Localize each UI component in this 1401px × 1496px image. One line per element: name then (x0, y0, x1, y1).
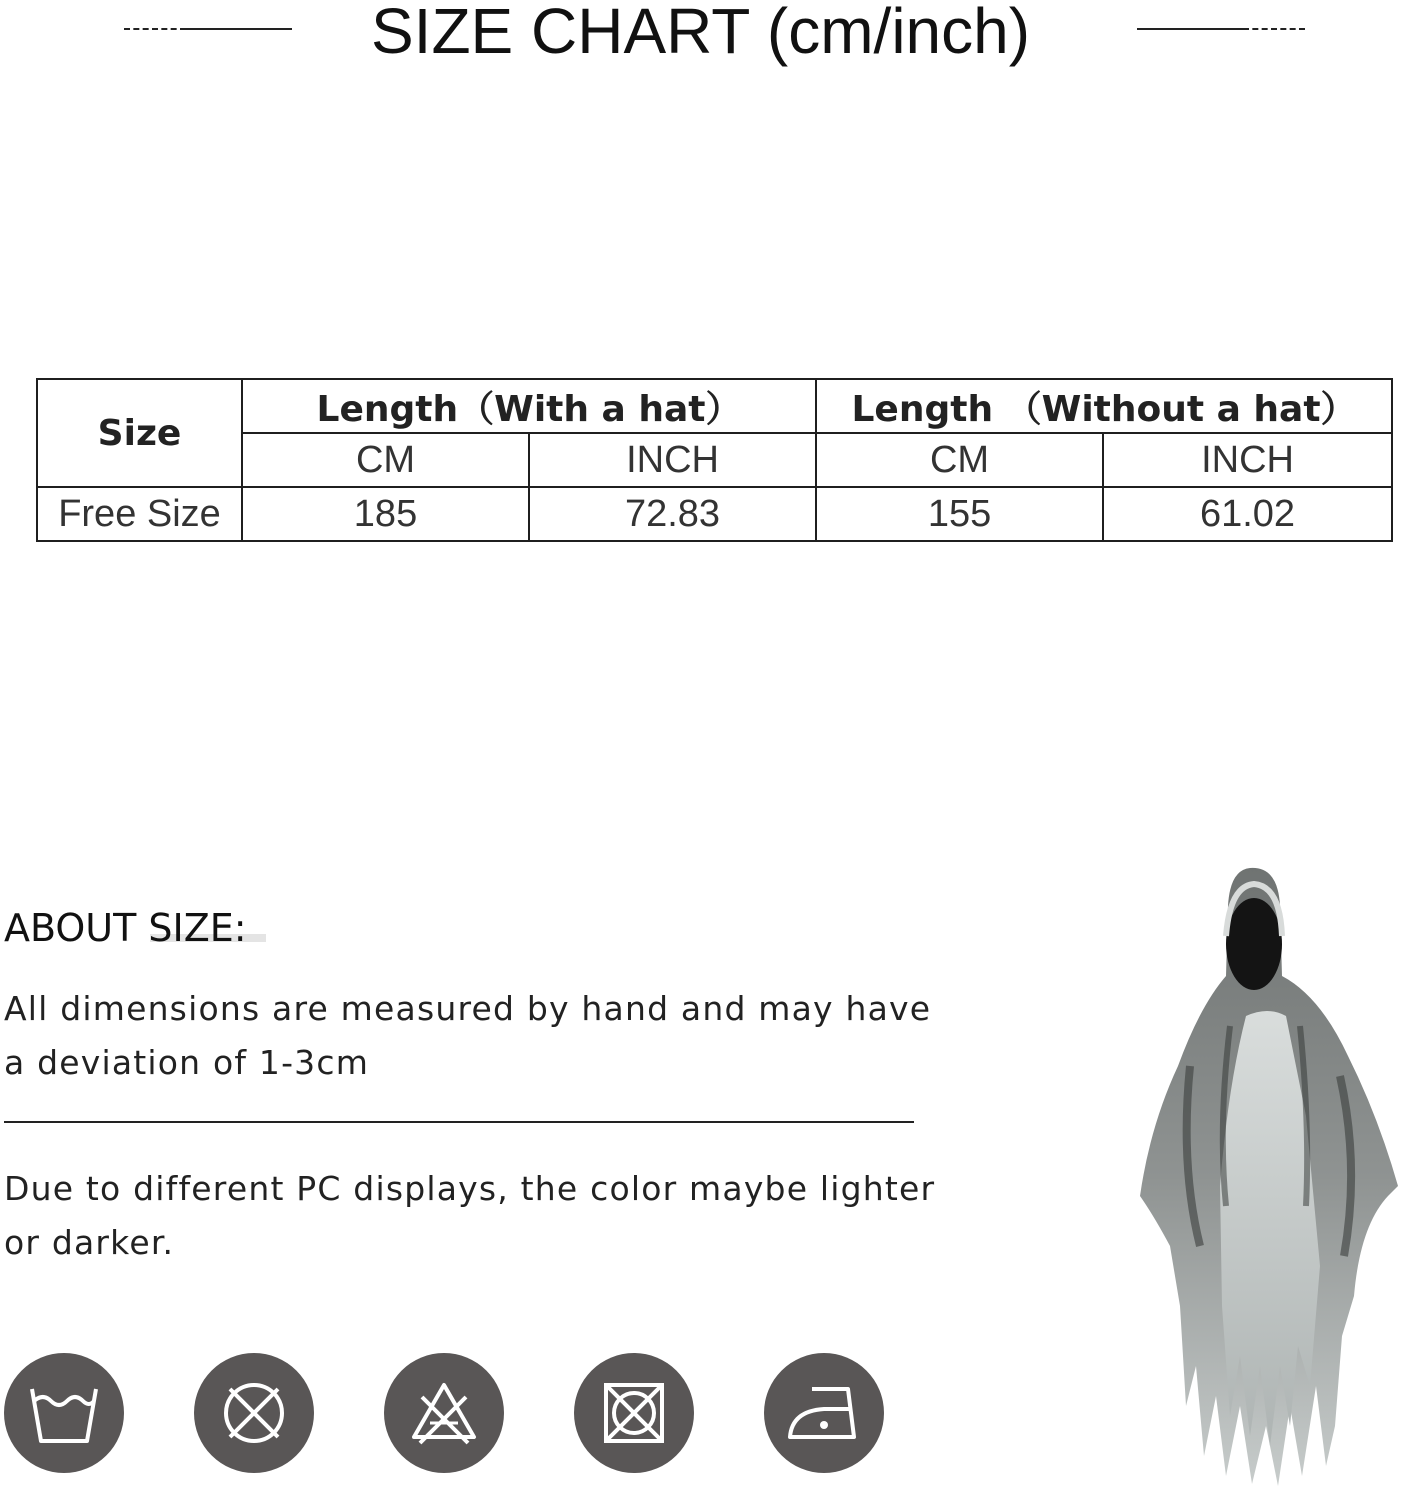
do-not-bleach-icon (384, 1353, 504, 1473)
unit-cm-header: CM (816, 433, 1103, 487)
with-hat-cm-cell: 185 (242, 487, 529, 541)
with-hat-group-header: Length（With a hat） (242, 379, 816, 433)
divider (4, 1121, 914, 1123)
without-hat-inch-cell: 61.02 (1103, 487, 1392, 541)
table-header-row (37, 379, 1392, 433)
do-not-tumble-dry-icon (194, 1353, 314, 1473)
with-hat-inch-cell: 72.83 (529, 487, 816, 541)
unit-inch-header: INCH (1103, 433, 1392, 487)
color-note: Due to different PC displays, the color maybe lighter or darker. (4, 1169, 936, 1262)
without-hat-cm-cell: 155 (816, 487, 1103, 541)
size-chart-table (36, 378, 1393, 542)
unit-inch-header: INCH (529, 433, 816, 487)
unit-cm-header: CM (242, 433, 529, 487)
page-title: SIZE CHART (cm/inch) (370, 0, 1031, 67)
wash-tub-icon (4, 1353, 124, 1473)
hooded-cloak-image (1130, 866, 1400, 1492)
size-cell: Free Size (37, 487, 242, 541)
size-column-header: Size (37, 379, 242, 487)
header (0, 0, 1401, 70)
table-row (37, 487, 1392, 541)
title-ornament-right (1137, 28, 1305, 30)
about-size-heading: ABOUT SIZE: (4, 906, 247, 950)
iron-low-heat-icon (764, 1353, 884, 1473)
measurement-note: All dimensions are measured by hand and may have a deviation of 1-3cm (4, 989, 932, 1082)
do-not-dry-clean-icon (574, 1353, 694, 1473)
without-hat-group-header: Length （Without a hat） (816, 379, 1392, 433)
